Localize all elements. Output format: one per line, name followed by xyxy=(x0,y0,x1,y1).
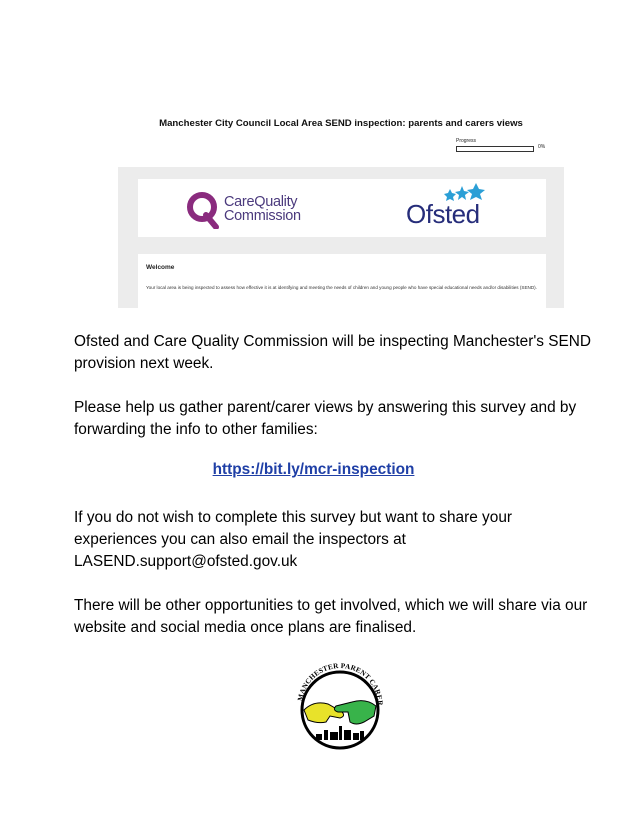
cqc-line2: Commission xyxy=(224,208,301,224)
logo-banner xyxy=(138,179,546,237)
progress-percent: 0% xyxy=(538,144,546,150)
survey-panel xyxy=(118,167,564,308)
welcome-text: Your local area is being inspected to assess how effective it is at identifying and meeting the needs of children and young people who have special educational needs and/or disabilities (SEND). xyxy=(146,285,537,290)
emblem-text: MANCHESTER PARENT CARER xyxy=(296,661,385,706)
paragraph-other-opportunities: There will be other opportunities to get involved, which we will share via our website and social media once plans are finalised. xyxy=(74,597,588,636)
parent-carer-forum-logo xyxy=(290,660,390,752)
progress-indicator xyxy=(456,138,566,154)
ofsted-logo xyxy=(406,183,502,233)
survey-link[interactable]: https://bit.ly/mcr-inspection xyxy=(212,461,415,478)
welcome-heading: Welcome xyxy=(146,264,175,271)
survey-screenshot xyxy=(118,118,564,308)
cqc-line1: CareQuality xyxy=(224,194,298,210)
cqc-q-icon xyxy=(186,189,222,229)
paragraph-survey-request: Please help us gather parent/carer views by answering this survey and by forwarding the info to other families: xyxy=(74,399,577,438)
paragraph-inspection-notice: Ofsted and Care Quality Commission will be inspecting Manchester's SEND provision next week. xyxy=(74,333,592,372)
ofsted-wordmark: Ofsted xyxy=(406,199,480,229)
survey-title: Manchester City Council Local Area SEND inspection: parents and carers views xyxy=(159,118,523,129)
welcome-section xyxy=(138,254,546,308)
progress-bar xyxy=(456,146,534,152)
progress-label: Progress xyxy=(456,138,477,144)
paragraph-email-option: If you do not wish to complete this survey but want to share your experiences you can also email the inspectors at LASEND.support@ofsted.gov.uk xyxy=(74,509,513,570)
cqc-logo xyxy=(186,189,314,229)
